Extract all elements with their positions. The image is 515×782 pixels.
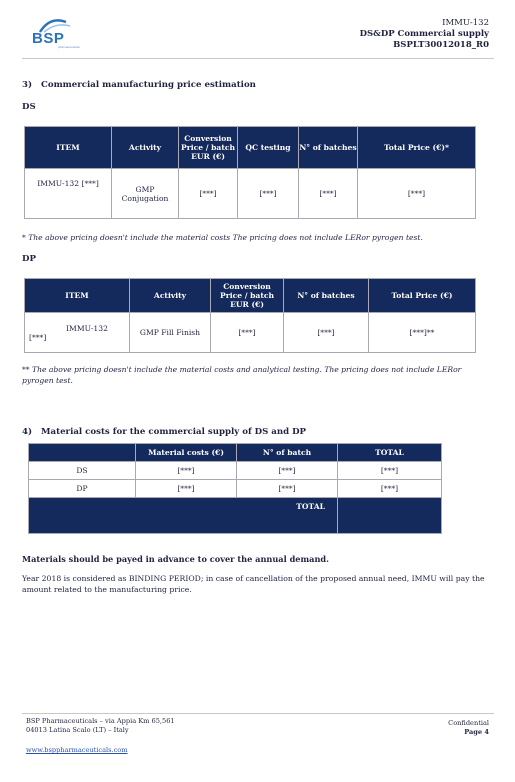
section-4-title: 4) Material costs for the commercial supply of DS and DP (22, 427, 307, 437)
dp-header-item: ITEM (25, 279, 130, 313)
material-header-blank (29, 444, 136, 462)
binding-period-paragraph: Year 2018 is considered as BINDING PERIOD; in case of cancellation of the proposed annual need, IMMU will pay the amount related to the manufacturing price. (22, 574, 485, 594)
footer-confidential: Confidential (448, 719, 489, 727)
dp-footnote: ** The above pricing doesn't include the material costs and analytical testing. The pricing does not include LERor pyrogen test. (22, 365, 462, 385)
ds-header-item: ITEM (25, 127, 112, 169)
document-header (360, 18, 489, 51)
footer-address (26, 717, 175, 735)
material-cell-ds-costs: [***] (136, 462, 237, 480)
company-logo (26, 14, 106, 50)
dp-price-table (24, 278, 476, 353)
ds-cell-batches: [***] (299, 169, 358, 219)
section-3-title: 3) Commercial manufacturing price estimation (22, 80, 256, 90)
material-header-batch: N° of batch (237, 444, 338, 462)
ds-cell-activity: GMP Conjugation (112, 169, 179, 219)
dp-cell-item-code: [***] (29, 332, 47, 342)
ds-header-qc-testing: QC testing (238, 127, 299, 169)
footer-divider (22, 713, 494, 714)
material-total-label: TOTAL (29, 498, 338, 534)
material-total-value (338, 498, 442, 534)
dp-header-total-price: Total Price (€) (369, 279, 476, 313)
ds-cell-conversion-price: [***] (179, 169, 238, 219)
ds-header-total-price: Total Price (€)* (358, 127, 476, 169)
material-cell-dp-total: [***] (338, 480, 442, 498)
footer-address-line-1: BSP Pharmaceuticals – via Appia Km 65,561 (26, 717, 175, 725)
material-costs-table (28, 443, 442, 534)
material-cell-ds-total: [***] (338, 462, 442, 480)
ds-price-table (24, 126, 476, 219)
ds-label: DS (22, 102, 36, 112)
ds-footnote: * The above pricing doesn't include the material costs The pricing does not include LERor pyrogen test. (22, 233, 423, 242)
ds-table-row (25, 169, 476, 219)
header-line-1: IMMU-132 (442, 18, 489, 28)
logo-text: BSP (32, 30, 65, 47)
material-table-header-row (29, 444, 442, 462)
dp-cell-conversion-price: [***] (211, 313, 284, 353)
material-header-total: TOTAL (338, 444, 442, 462)
ds-header-activity: Activity (112, 127, 179, 169)
ds-cell-total-price: [***] (358, 169, 476, 219)
material-cell-ds-batch: [***] (237, 462, 338, 480)
header-line-3: BSPLT30012018_R0 (393, 40, 489, 50)
footer-address-line-2: 04013 Latina Scalo (LT) – Italy (26, 726, 129, 734)
material-row-dp (29, 480, 442, 498)
footer-page-info (448, 719, 489, 737)
ds-table-header-row (25, 127, 476, 169)
dp-table-header-row (25, 279, 476, 313)
header-divider (22, 58, 494, 59)
dp-cell-batches: [***] (284, 313, 369, 353)
material-cell-dp-batch: [***] (237, 480, 338, 498)
material-cell-dp-costs: [***] (136, 480, 237, 498)
footer-page-number: Page 4 (464, 728, 489, 736)
ds-header-batches: N° of batches (299, 127, 358, 169)
dp-cell-item-name: IMMU-132 (66, 323, 108, 333)
material-header-costs: Material costs (€) (136, 444, 237, 462)
dp-table-row (25, 313, 476, 353)
ds-cell-item: IMMU-132 [***] (25, 169, 112, 219)
dp-cell-item (25, 313, 130, 353)
dp-header-activity: Activity (130, 279, 211, 313)
material-row-ds (29, 462, 442, 480)
ds-cell-qc-testing: [***] (238, 169, 299, 219)
dp-label: DP (22, 254, 36, 264)
material-total-row (29, 498, 442, 534)
header-line-2: DS&DP Commercial supply (359, 29, 489, 39)
logo-subtext: pharmaceuticals (58, 45, 80, 49)
advance-payment-statement: Materials should be payed in advance to cover the annual demand. (22, 554, 330, 564)
material-cell-ds-label: DS (29, 462, 136, 480)
dp-header-batches: N° of batches (284, 279, 369, 313)
footer-website-link[interactable]: www.bsppharmaceuticals.com (26, 746, 128, 754)
material-cell-dp-label: DP (29, 480, 136, 498)
dp-header-conversion-price: Conversion Price / batch EUR (€) (211, 279, 284, 313)
ds-header-conversion-price: Conversion Price / batch EUR (€) (179, 127, 238, 169)
dp-cell-activity: GMP Fill Finish (130, 313, 211, 353)
dp-cell-total-price: [***]** (369, 313, 476, 353)
